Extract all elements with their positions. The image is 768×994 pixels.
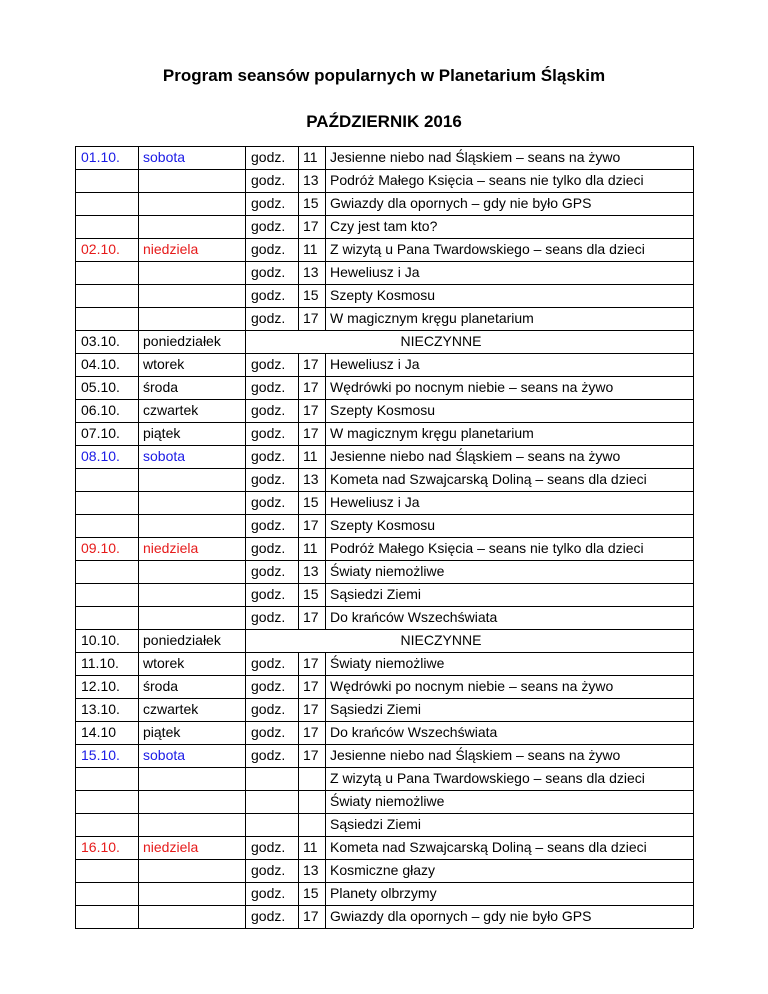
row-title: Heweliusz i Ja xyxy=(330,356,420,372)
row-godz: godz. xyxy=(251,655,286,671)
row-godz: godz. xyxy=(251,747,286,763)
table-row xyxy=(75,560,695,583)
row-hour: 17 xyxy=(303,379,319,395)
row-title: Podróż Małego Księcia – seans nie tylko dla dzieci xyxy=(330,540,644,556)
row-hour: 17 xyxy=(303,425,319,441)
table-row xyxy=(75,238,695,261)
row-hour: 15 xyxy=(303,885,319,901)
row-hour: 17 xyxy=(303,310,319,326)
table-row xyxy=(75,261,695,284)
table-row xyxy=(75,468,695,491)
row-godz: godz. xyxy=(251,586,286,602)
row-hour: 17 xyxy=(303,908,319,924)
row-godz: godz. xyxy=(251,563,286,579)
table-row xyxy=(75,859,695,882)
row-date: 07.10. xyxy=(81,425,120,441)
table-row xyxy=(75,836,695,859)
row-day: środa xyxy=(143,678,179,694)
row-hour: 17 xyxy=(303,701,319,717)
row-title: Z wizytą u Pana Twardowskiego – seans dla dzieci xyxy=(330,241,645,257)
row-hour: 17 xyxy=(303,609,319,625)
row-day: sobota xyxy=(143,149,186,165)
row-godz: godz. xyxy=(251,356,286,372)
table-row xyxy=(75,146,695,169)
row-hour: 17 xyxy=(303,655,319,671)
row-date: 12.10. xyxy=(81,678,120,694)
row-title: Szepty Kosmosu xyxy=(330,287,436,303)
table-row xyxy=(75,790,695,813)
row-godz: godz. xyxy=(251,448,286,464)
row-hour: 17 xyxy=(303,747,319,763)
row-title: Wędrówki po nocnym niebie – seans na żywo xyxy=(330,379,614,395)
row-title: Wędrówki po nocnym niebie – seans na żywo xyxy=(330,678,614,694)
row-hour: 17 xyxy=(303,678,319,694)
row-godz: godz. xyxy=(251,195,286,211)
row-title: Kometa nad Szwajcarską Doliną – seans dla dzieci xyxy=(330,839,647,855)
grid-line xyxy=(75,928,693,929)
page-title: Program seansów popularnych w Planetarium Śląskim xyxy=(162,66,606,85)
row-godz: godz. xyxy=(251,724,286,740)
table-row xyxy=(75,721,695,744)
row-hour: 15 xyxy=(303,586,319,602)
row-title: Z wizytą u Pana Twardowskiego – seans dla dzieci xyxy=(330,770,645,786)
row-title: Gwiazdy dla opornych – gdy nie było GPS xyxy=(330,908,592,924)
row-godz: godz. xyxy=(251,908,286,924)
table-row xyxy=(75,445,695,468)
row-hour: 15 xyxy=(303,195,319,211)
row-hour: 15 xyxy=(303,494,319,510)
row-date: 16.10. xyxy=(81,839,120,855)
row-title: Planety olbrzymy xyxy=(330,885,437,901)
row-godz: godz. xyxy=(251,517,286,533)
table-row xyxy=(75,583,695,606)
row-hour: 17 xyxy=(303,724,319,740)
row-date: 06.10. xyxy=(81,402,120,418)
row-title: Do krańców Wszechświata xyxy=(330,609,498,625)
row-hour: 17 xyxy=(303,517,319,533)
row-date: 04.10. xyxy=(81,356,120,372)
row-title: Jesienne niebo nad Śląskiem – seans na żywo xyxy=(330,747,621,763)
row-title: W magicznym kręgu planetarium xyxy=(330,310,534,326)
row-title: Do krańców Wszechświata xyxy=(330,724,498,740)
row-date: 03.10. xyxy=(81,333,120,349)
row-hour: 17 xyxy=(303,356,319,372)
row-godz: godz. xyxy=(251,885,286,901)
row-day: poniedziałek xyxy=(143,333,221,349)
row-date: 02.10. xyxy=(81,241,120,257)
table-row xyxy=(75,767,695,790)
row-godz: godz. xyxy=(251,310,286,326)
row-day: piątek xyxy=(143,724,181,740)
row-hour: 11 xyxy=(303,241,318,257)
row-hour: 11 xyxy=(303,540,318,556)
table-row xyxy=(75,169,695,192)
row-day: poniedziałek xyxy=(143,632,221,648)
row-godz: godz. xyxy=(251,862,286,878)
table-row xyxy=(75,192,695,215)
row-hour: 11 xyxy=(303,448,318,464)
row-godz: godz. xyxy=(251,218,286,234)
row-title: Sąsiedzi Ziemi xyxy=(330,816,422,832)
row-date: 11.10. xyxy=(81,655,119,671)
row-date: 15.10. xyxy=(81,747,120,763)
row-title: Jesienne niebo nad Śląskiem – seans na żywo xyxy=(330,149,621,165)
row-hour: 13 xyxy=(303,264,319,280)
row-godz: godz. xyxy=(251,839,286,855)
table-row xyxy=(75,606,695,629)
row-day: niedziela xyxy=(143,241,199,257)
row-title: Szepty Kosmosu xyxy=(330,517,436,533)
row-title: Czy jest tam kto? xyxy=(330,218,438,234)
row-godz: godz. xyxy=(251,264,286,280)
row-day: niedziela xyxy=(143,839,199,855)
row-day: czwartek xyxy=(143,701,199,717)
table-row xyxy=(75,307,695,330)
table-row xyxy=(75,422,695,445)
row-godz: godz. xyxy=(251,287,286,303)
month-heading: PAŹDZIERNIK 2016 xyxy=(306,112,462,131)
row-hour: 15 xyxy=(303,287,319,303)
row-date: 01.10. xyxy=(81,149,120,165)
row-day: wtorek xyxy=(143,655,185,671)
row-date: 10.10. xyxy=(81,632,120,648)
row-godz: godz. xyxy=(251,241,286,257)
table-row xyxy=(75,330,695,353)
table-row xyxy=(75,537,695,560)
row-title: Sąsiedzi Ziemi xyxy=(330,586,422,602)
row-day: środa xyxy=(143,379,179,395)
table-row xyxy=(75,905,695,928)
table-row xyxy=(75,744,695,767)
row-hour: 17 xyxy=(303,218,319,234)
row-day: wtorek xyxy=(143,356,185,372)
row-title: Szepty Kosmosu xyxy=(330,402,436,418)
table-row xyxy=(75,629,695,652)
row-hour: 13 xyxy=(303,172,319,188)
table-row xyxy=(75,698,695,721)
row-godz: godz. xyxy=(251,402,286,418)
row-hour: 11 xyxy=(303,839,318,855)
schedule-table xyxy=(75,146,695,928)
row-day: sobota xyxy=(143,747,186,763)
row-hour: 13 xyxy=(303,563,319,579)
row-title: Światy niemożliwe xyxy=(330,793,445,809)
row-godz: godz. xyxy=(251,701,286,717)
row-title: Sąsiedzi Ziemi xyxy=(330,701,422,717)
row-hour: 11 xyxy=(303,149,318,165)
row-godz: godz. xyxy=(251,425,286,441)
row-day: sobota xyxy=(143,448,186,464)
table-row xyxy=(75,215,695,238)
row-date: 05.10. xyxy=(81,379,120,395)
row-godz: godz. xyxy=(251,540,286,556)
table-row xyxy=(75,353,695,376)
row-title: Heweliusz i Ja xyxy=(330,264,420,280)
row-day: piątek xyxy=(143,425,181,441)
row-title: Kometa nad Szwajcarską Doliną – seans dla dzieci xyxy=(330,471,647,487)
table-row xyxy=(75,652,695,675)
row-date: 13.10. xyxy=(81,701,120,717)
row-title: W magicznym kręgu planetarium xyxy=(330,425,534,441)
row-date: 09.10. xyxy=(81,540,120,556)
table-row xyxy=(75,813,695,836)
table-row xyxy=(75,284,695,307)
row-godz: godz. xyxy=(251,471,286,487)
row-title: Światy niemożliwe xyxy=(330,655,445,671)
closed-label: NIECZYNNE xyxy=(400,333,482,349)
table-row xyxy=(75,376,695,399)
row-godz: godz. xyxy=(251,172,286,188)
row-godz: godz. xyxy=(251,379,286,395)
row-day: czwartek xyxy=(143,402,199,418)
row-title: Podróż Małego Księcia – seans nie tylko dla dzieci xyxy=(330,172,644,188)
row-hour: 13 xyxy=(303,862,319,878)
row-title: Heweliusz i Ja xyxy=(330,494,420,510)
row-hour: 13 xyxy=(303,471,319,487)
closed-label: NIECZYNNE xyxy=(400,632,482,648)
row-date: 08.10. xyxy=(81,448,120,464)
table-row xyxy=(75,491,695,514)
row-godz: godz. xyxy=(251,609,286,625)
table-row xyxy=(75,882,695,905)
row-godz: godz. xyxy=(251,149,286,165)
row-date: 14.10 xyxy=(81,724,117,740)
row-title: Jesienne niebo nad Śląskiem – seans na żywo xyxy=(330,448,621,464)
table-row xyxy=(75,514,695,537)
row-title: Kosmiczne głazy xyxy=(330,862,436,878)
row-godz: godz. xyxy=(251,494,286,510)
table-row xyxy=(75,399,695,422)
row-godz: godz. xyxy=(251,678,286,694)
row-hour: 17 xyxy=(303,402,319,418)
row-day: niedziela xyxy=(143,540,199,556)
table-row xyxy=(75,675,695,698)
row-title: Światy niemożliwe xyxy=(330,563,445,579)
row-title: Gwiazdy dla opornych – gdy nie było GPS xyxy=(330,195,592,211)
